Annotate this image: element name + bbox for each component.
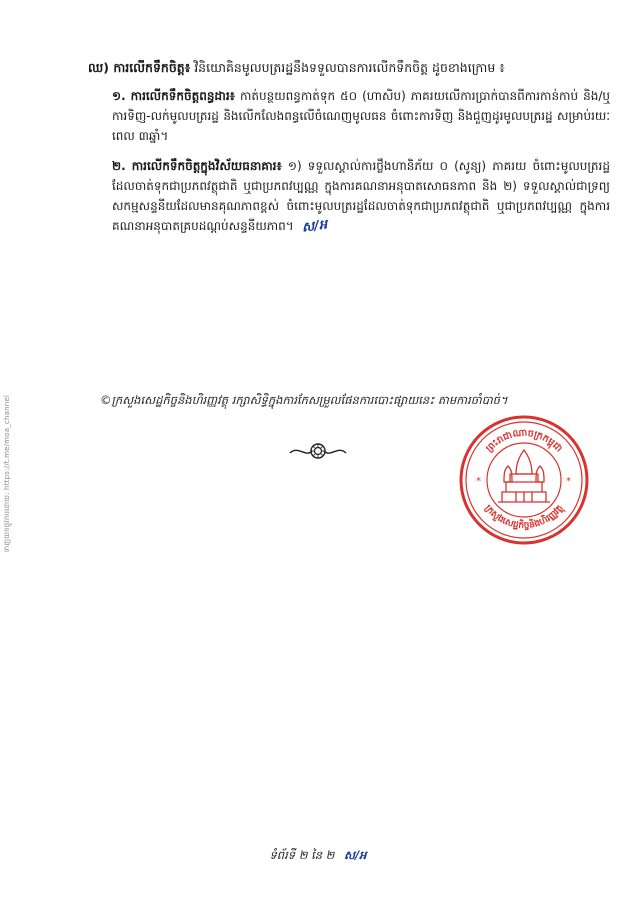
svg-text:ព្រះរាជាណាចក្រកម្ពុជា: ព្រះរាជាណាចក្រកម្ពុជា [483, 427, 565, 455]
handwritten-initials: ស/អ [344, 848, 367, 862]
item-text: កាត់បន្ថយពន្ធកាត់ទុក ៥០ (ហាសិប) ភាគរយលើការប្រាក់បានពីការកាន់កាប់ និង/ឬ ការទិញ-លក់មូលបត្ររដ្ឋ និងលើកលែងពន្ធលើចំណេញមូលធន ចំពោះការទិញ និងជួញដូរមូលបត្ររដ្ឋ សម្រាប់រយៈពេល ៣ឆ្នាំ។ [112, 89, 610, 143]
item-text: ១) ទទួលស្គាល់ការថ្លឹងហានិភ័យ ០ (សូន្យ) ភាគរយ ចំពោះមូលបត្ររដ្ឋដែលចាត់ទុកជាប្រភពវត្ថុជាតិ ឬជាប្រភពវប្បណ្ណ ក្នុងការគណនាអនុបាតសោធនភាព និង ២) ទទួលស្គាល់ជាទ្រព្យសកម្មសន្ទនីយដែលមានគុណភាពខ្ពស់ ចំពោះមូលបត្ររដ្ឋដែលចាត់ទុកជាប្រភពវត្ថុជាតិ ឬជាប្រភពវប្បណ្ណ ក្នុងការគណនាអនុបាតគ្របដណ្តប់សន្ទនីយភាព។ [112, 159, 610, 233]
page-number: ទំព័រទី ២ នៃ ២ [269, 848, 335, 862]
handwritten-initials: ស/អ [300, 217, 328, 236]
side-watermark-text: ទាញយកផ្លូវការដោយ: https://t.me/moa_channel [3, 395, 11, 553]
svg-text:*: * [476, 476, 481, 487]
svg-text:ក្រសួងសេដ្ឋកិច្ចនិងហិរញ្ញវត្ថុ: ក្រសួងសេដ្ឋកិច្ចនិងហិរញ្ញវត្ថុ [482, 503, 566, 532]
item-title: ការលើកទឹកចិត្តក្នុងវិស័យធនាគារ៖ [131, 159, 282, 173]
item-title: ការលើកទឹកចិត្តពន្ធដារ៖ [130, 89, 235, 103]
list-item [112, 86, 610, 146]
section-text: វិនិយោគិនមូលបត្ររដ្ឋនឹងទទួលបានការលើកទឹកចិត្ត ដូចខាងក្រោម ៖ [194, 60, 505, 75]
decorative-ornament-icon [288, 440, 348, 462]
list-item [112, 156, 610, 237]
item-number: ១. [112, 89, 126, 103]
svg-text:*: * [566, 476, 571, 487]
section-label: ឈ) ការលើកទឹកចិត្ត៖ [88, 60, 191, 75]
section-heading [88, 58, 588, 77]
item-number: ២. [112, 159, 126, 173]
copyright-note: ©ក្រសួងសេដ្ឋកិច្ចនិងហិរញ្ញវត្ថុ រក្សាសិទ្ធិក្នុងការកែសម្រួលផែនការបោះផ្សាយនេះ តាមការចាំបាច់។ [100, 393, 508, 407]
page-footer [0, 848, 636, 865]
official-seal-icon [458, 414, 590, 546]
